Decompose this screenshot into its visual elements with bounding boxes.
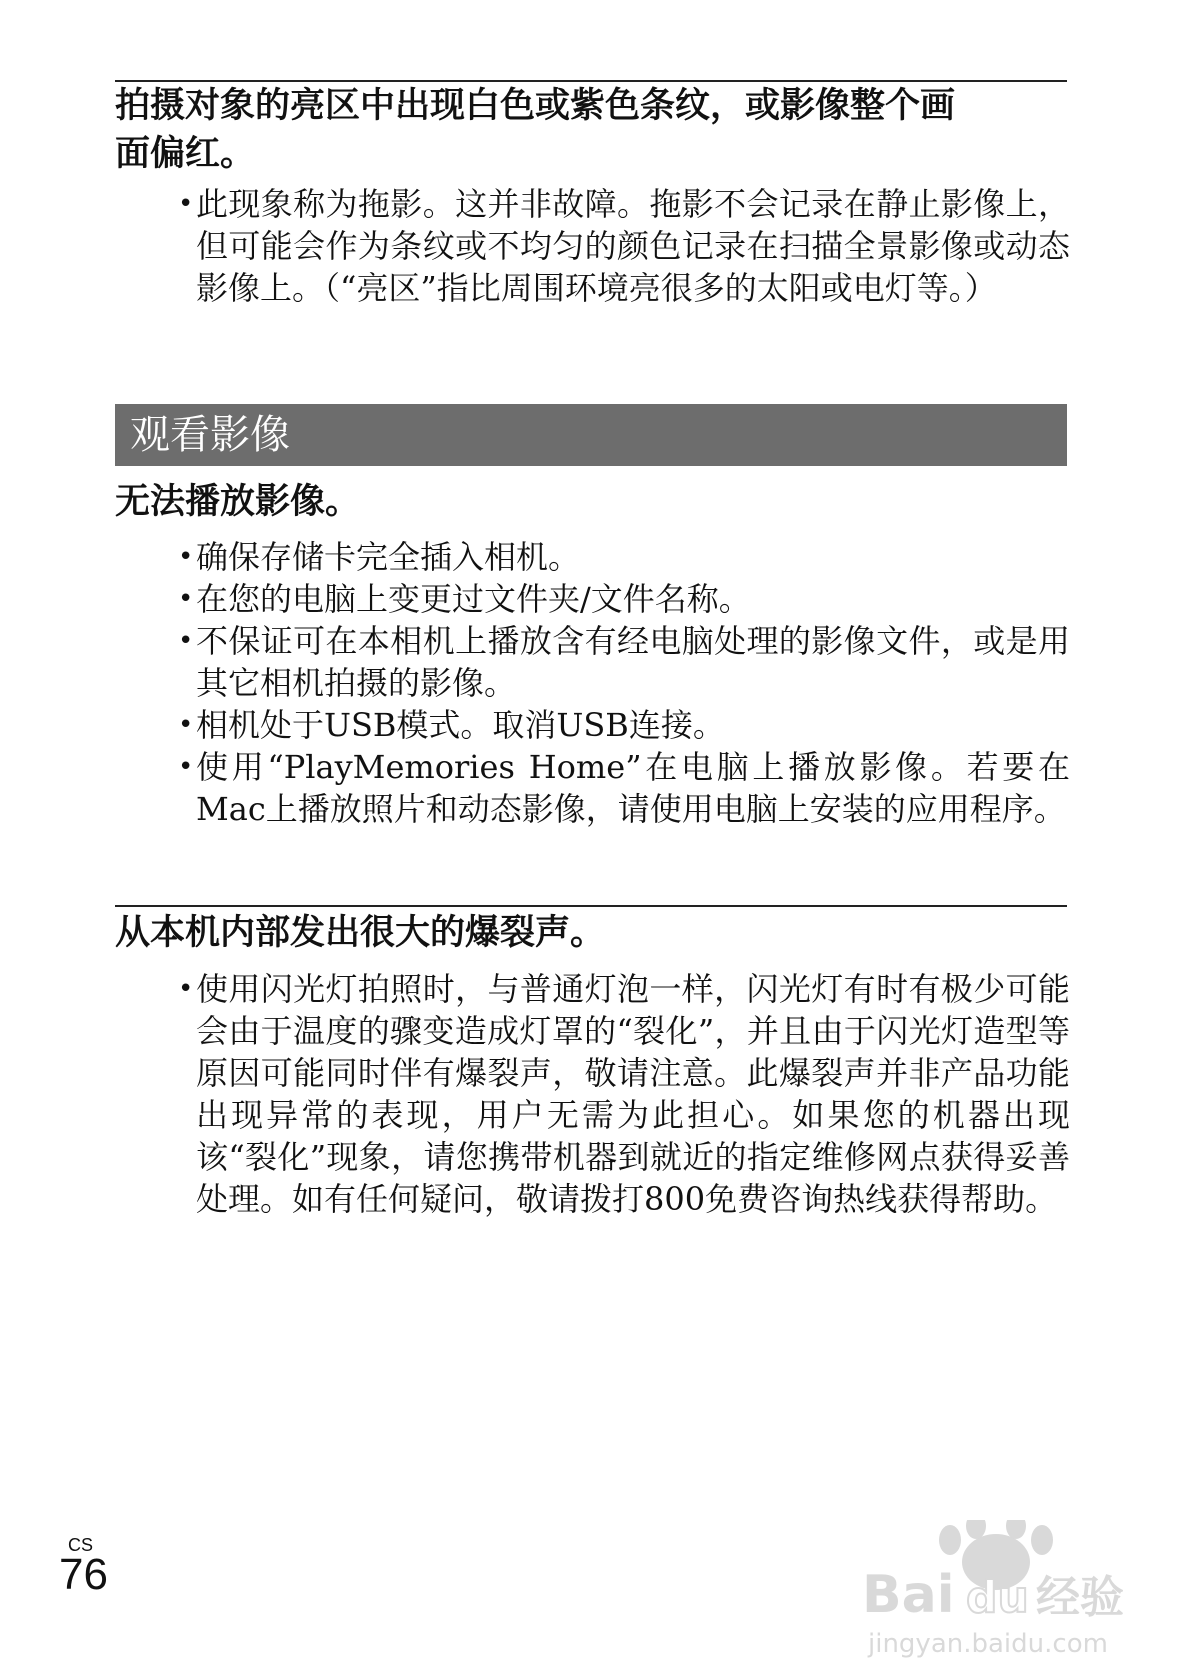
list-item: • 使用“PlayMemories Home”在电脑上播放影像。若要在Mac上播放照片和动态影像，请使用电脑上安装的应用程序。 xyxy=(178,746,1070,830)
heading-text: 无法播放影像。 xyxy=(115,482,361,522)
svg-text:jingyan.baidu.com: jingyan.baidu.com xyxy=(868,1629,1108,1659)
list-item: • 此现象称为拖影。这并非故障。拖影不会记录在静止影像上，但可能会作为条纹或不均匀的颜色记录在扫描全景影像或动态影像上。（“亮区”指比周围环境亮很多的太阳或电灯等。） xyxy=(178,183,1070,309)
svg-text:du: du xyxy=(966,1572,1029,1623)
list-item: • 确保存储卡完全插入相机。 xyxy=(178,536,1070,578)
bullet-list-bright-area xyxy=(178,183,1070,309)
bullet-list-cannot-play xyxy=(178,536,1070,830)
heading-text: 从本机内部发出很大的爆裂声。 xyxy=(115,913,606,953)
heading-cannot-play xyxy=(115,478,1067,526)
baidu-jingyan-watermark xyxy=(848,1520,1148,1670)
list-item: • 相机处于USB模式。取消USB连接。 xyxy=(178,704,1070,746)
heading-bright-area-stripes xyxy=(115,82,1067,178)
heading-popping-sound xyxy=(115,909,1067,957)
list-item: • 在您的电脑上变更过文件夹/文件名称。 xyxy=(178,578,1070,620)
list-item: • 使用闪光灯拍照时，与普通灯泡一样，闪光灯有时有极少可能会由于温度的骤变造成灯罩的“裂化”，并且由于闪光灯造型等原因可能同时伴有爆裂声，敬请注意。此爆裂声并非产品功能出现异常的表现，用户无需为此担心。如果您的机器出现该“裂化”现象，请您携带机器到就近的指定维修网点获得妥善处理。如有任何疑问，敬请拨打800免费咨询热线获得帮助。 xyxy=(178,968,1070,1220)
svg-text:Bai: Bai xyxy=(862,1565,955,1625)
svg-text:经验: 经验 xyxy=(1036,1572,1124,1623)
bullet-list-popping-sound xyxy=(178,968,1070,1220)
heading-line-1: 拍摄对象的亮区中出现白色或紫色条纹，或影像整个画 xyxy=(115,86,956,126)
section-rule xyxy=(115,905,1067,907)
page-number: 76 xyxy=(59,1550,108,1599)
paw-logo-icon xyxy=(848,1520,1148,1670)
section-title: 观看影像 xyxy=(130,412,290,458)
list-item: • 不保证可在本相机上播放含有经电脑处理的影像文件，或是用其它相机拍摄的影像。 xyxy=(178,620,1070,704)
heading-line-2: 面偏红。 xyxy=(115,134,256,174)
section-title-bar xyxy=(115,404,1067,466)
language-code: CS xyxy=(68,1535,94,1555)
